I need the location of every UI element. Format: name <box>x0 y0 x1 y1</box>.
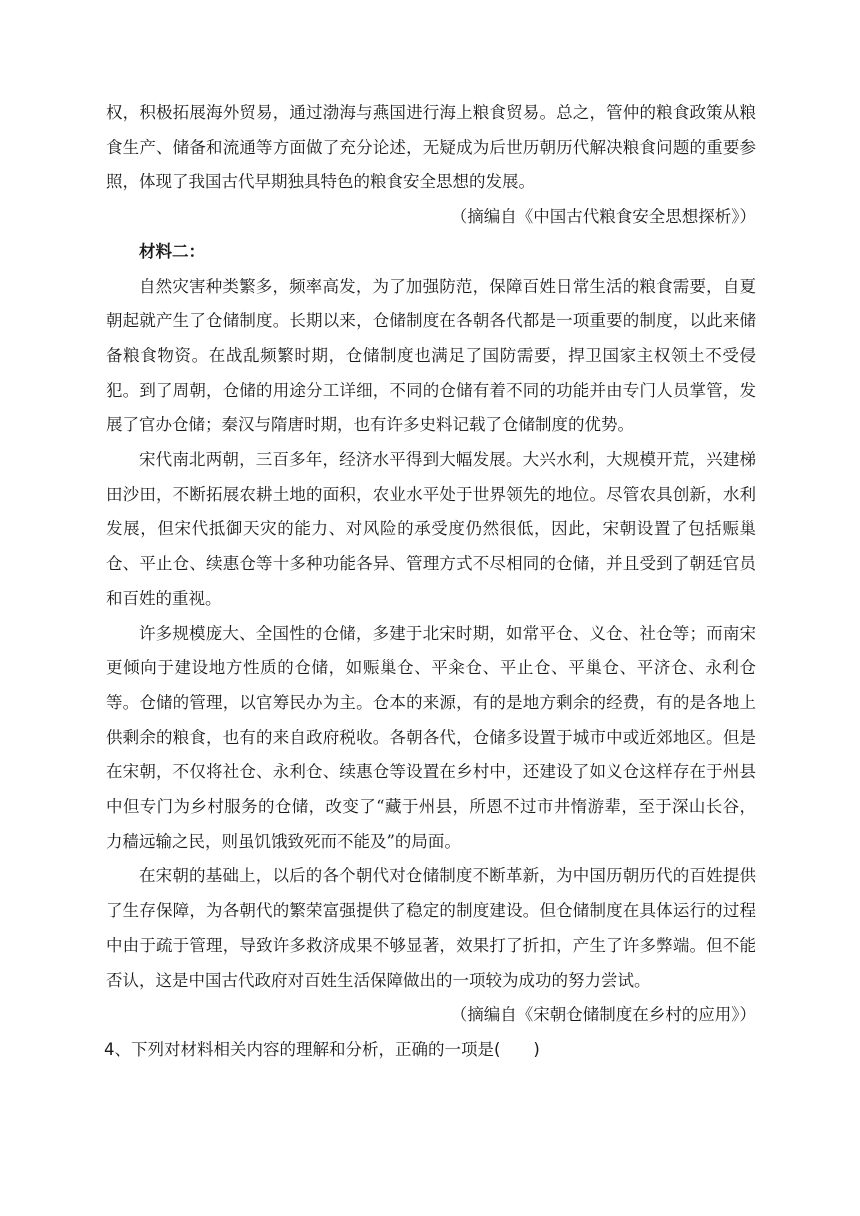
material-two-paragraph: 在宋朝的基础上，以后的各个朝代对仓储制度不断革新，为中国历朝历代的百姓提供了生存保障，为各朝代的繁荣富强提供了稳定的制度建设。但仓储制度在具体运行的过程中由于疏于管理，导致许多救济成果不够显著，效果打了折扣，产生了许多弊端。但不能否认，这是中国古代政府对百姓生活保障做出的一项较为成功的努力尝试。 <box>106 866 756 990</box>
material-two-paragraph: 自然灾害种类繁多，频率高发，为了加强防范，保障百姓日常生活的粮食需要，自夏朝起就产生了仓储制度。长期以来，仓储制度在各朝各代都是一项重要的制度，以此来储备粮食物资。在战乱频繁时期，仓储制度也满足了国防需要，捍卫国家主权领土不受侵犯。到了周朝，仓储的用途分工详细，不同的仓储有着不同的功能并由专门人员掌管，发展了官办仓储；秦汉与隋唐时期，也有许多史料记载了仓储制度的优势。 <box>106 276 756 435</box>
material-two-paragraph: 许多规模庞大、全国性的仓储，多建于北宋时期，如常平仓、义仓、社仓等；而南宋更倾向于建设地方性质的仓储，如赈巢仓、平籴仓、平止仓、平巢仓、平济仓、永利仓等。仓储的管理，以官筹民办为主。仓本的来源，有的是地方剩余的经费，有的是各地上供剩余的粮食，也有的来自政府税收。各朝各代，仓储多设置于城市中或近郊地区。但是在宋朝，不仅将社仓、永利仓、续惠仓等设置在乡村中，还建设了如义仓这样存在于州县中但专门为乡村服务的仓储，改变了“藏于州县，所恩不过市井惰游辈，至于深山长谷，力穑远输之民，则虽饥饿致死而不能及”的局面。 <box>106 623 756 851</box>
material-two-heading: 材料二： <box>139 241 205 261</box>
material-two-source: （摘编自《宋朝仓储制度在乡村的应用》） <box>450 1005 756 1025</box>
material-one-source: （摘编自《中国古代粮食安全思想探析》） <box>450 207 756 227</box>
document-page <box>106 96 756 1068</box>
material-two-paragraph: 宋代南北两朝，三百多年，经济水平得到大幅发展。大兴水利，大规模开荒，兴建梯田沙田，不断拓展农耕土地的面积，农业水平处于世界领先的地位。尽管农具创新，水利发展，但宋代抵御天灾的能力、对风险的承受度仍然很低，因此，宋朝设置了包括赈巢仓、平止仓、续惠仓等十多种功能各异、管理方式不尽相同的仓储，并且受到了朝廷官员和百姓的重视。 <box>106 450 756 608</box>
material-one-continuation: 权，积极拓展海外贸易，通过渤海与燕国进行海上粮食贸易。总之，管仲的粮食政策从粮食生产、储备和流通等方面做了充分论述，无疑成为后世历朝历代解决粮食问题的重要参照，体现了我国古代早期独具特色的粮食安全思想的发展。 <box>106 103 756 192</box>
question-4: 4、下列对材料相关内容的理解和分析，正确的一项是( ) <box>104 1039 540 1059</box>
